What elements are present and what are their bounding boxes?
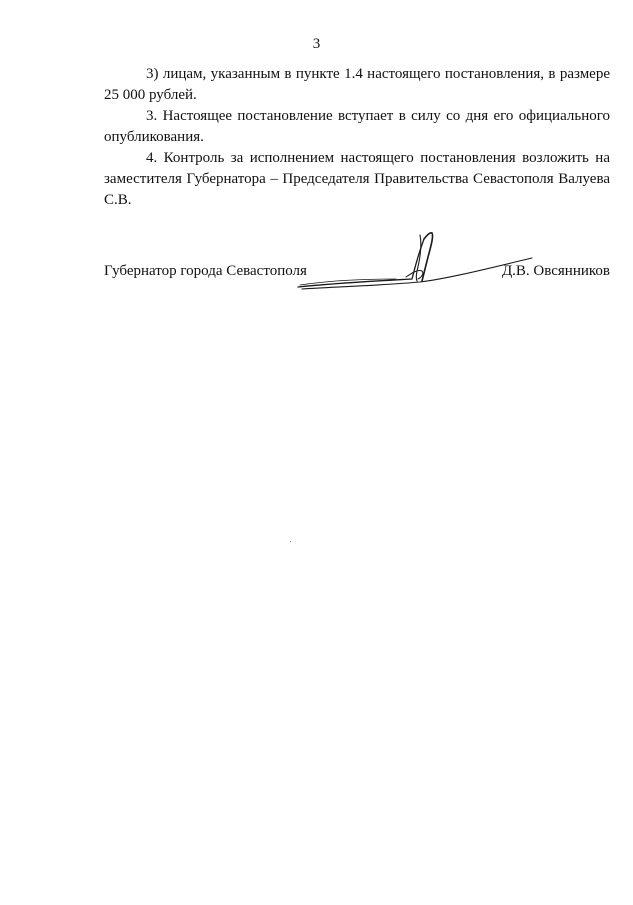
signatory-title: Губернатор города Севастополя xyxy=(104,263,307,279)
signature-block xyxy=(104,263,610,293)
paragraph-3-entry-into-force: 3. Настоящее постановление вступает в силу со дня его официального опубликования. xyxy=(104,108,610,145)
document-body xyxy=(104,64,610,211)
paragraph-4-control: 4. Контроль за исполнением настоящего постановления возложить на заместителя Губернатора – Председателя Правительства Севастополя Валуева С.В. xyxy=(104,150,610,208)
page-number: 3 xyxy=(312,36,321,52)
signatory-name: Д.В. Овсянников xyxy=(501,263,610,279)
scan-speck xyxy=(290,541,291,542)
paragraph-subpoint-3: 3) лицам, указанным в пункте 1.4 настоящего постановления, в размере 25 000 рублей. xyxy=(104,66,610,103)
